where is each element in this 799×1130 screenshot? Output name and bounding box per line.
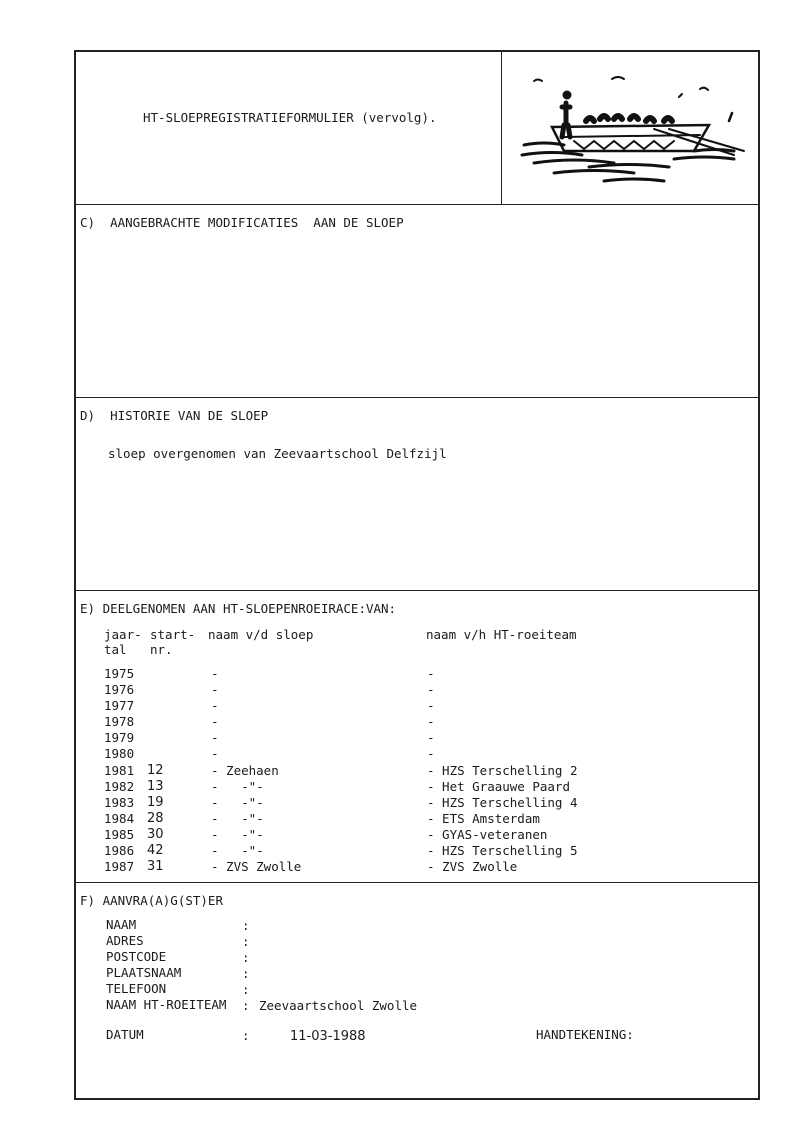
col-team-header: naam v/h HT-roeiteam [426, 627, 577, 642]
cell-year: 1982 [104, 779, 135, 794]
form-frame [74, 50, 760, 1100]
field-colon: : [242, 1028, 250, 1043]
cell-team: - HZS Terschelling 4 [427, 795, 578, 810]
cell-year: 1983 [104, 795, 135, 810]
section-c-heading: C) AANGEBRACHTE MODIFICATIES AAN DE SLOEP [80, 215, 404, 230]
cell-boat: - [211, 682, 219, 697]
divider-f [74, 882, 760, 883]
field-colon: : [242, 998, 250, 1013]
field-label-adres: ADRES [106, 933, 144, 948]
cell-start: 12 [147, 763, 164, 778]
col-year-header-2: tal [104, 642, 127, 657]
field-label-postcode: POSTCODE [106, 949, 167, 964]
cell-team: - GYAS-veteranen [427, 827, 548, 842]
cell-year: 1984 [104, 811, 135, 826]
cell-year: 1985 [104, 827, 135, 842]
col-start-header-2: nr. [150, 642, 173, 657]
cell-team: - [427, 682, 435, 697]
date-label: DATUM [106, 1027, 144, 1042]
cell-team: - HZS Terschelling 5 [427, 843, 578, 858]
col-boat-header: naam v/d sloep [208, 627, 314, 642]
cell-year: 1975 [104, 666, 135, 681]
cell-team: - [427, 698, 435, 713]
cell-year: 1977 [104, 698, 135, 713]
section-f-heading: F) AANVRA(A)G(ST)ER [80, 893, 223, 908]
section-e-heading: E) DEELGENOMEN AAN HT-SLOEPENROEIRACE:VAN: [80, 601, 397, 616]
cell-year: 1979 [104, 730, 135, 745]
cell-team: - [427, 730, 435, 745]
field-label-telefoon: TELEFOON [106, 981, 167, 996]
form-title: HT-SLOEPREGISTRATIEFORMULIER (vervolg). [143, 110, 437, 125]
signature-label: HANDTEKENING: [536, 1027, 634, 1042]
date-value[interactable]: 11-03-1988 [290, 1029, 366, 1044]
cell-start: 19 [147, 795, 164, 810]
cell-year: 1981 [104, 763, 135, 778]
cell-boat: - -"- [211, 795, 264, 810]
section-d-text: sloep overgenomen van Zeevaartschool Delfzijl [108, 446, 447, 461]
cell-start: 28 [147, 811, 164, 826]
cell-start: 31 [147, 859, 164, 874]
field-label-team: NAAM HT-ROEITEAM [106, 997, 227, 1012]
divider-e [74, 590, 760, 591]
cell-team: - [427, 666, 435, 681]
cell-boat: - -"- [211, 811, 264, 826]
section-d-heading: D) HISTORIE VAN DE SLOEP [80, 408, 269, 423]
cell-year: 1976 [104, 682, 135, 697]
cell-team: - HZS Terschelling 2 [427, 763, 578, 778]
cell-boat: - Zeehaen [211, 763, 279, 778]
cell-boat: - [211, 730, 219, 745]
cell-boat: - [211, 714, 219, 729]
cell-year: 1986 [104, 843, 135, 858]
header-divider [501, 50, 502, 205]
cell-start: 42 [147, 843, 164, 858]
rowing-boat-illustration-icon [504, 55, 754, 195]
cell-team: - Het Graauwe Paard [427, 779, 570, 794]
cell-start: 30 [147, 827, 164, 842]
divider-c [74, 204, 760, 205]
field-colon: : [242, 918, 250, 933]
field-colon: : [242, 950, 250, 965]
cell-boat: - -"- [211, 843, 264, 858]
cell-year: 1987 [104, 859, 135, 874]
field-value-team[interactable]: Zeevaartschool Zwolle [259, 998, 418, 1013]
col-start-header-1: start- [150, 627, 196, 642]
field-colon: : [242, 966, 250, 981]
cell-start: 13 [147, 779, 164, 794]
field-colon: : [242, 934, 250, 949]
field-label-naam: NAAM [106, 917, 137, 932]
cell-boat: - -"- [211, 779, 264, 794]
cell-boat: - [211, 666, 219, 681]
cell-boat: - [211, 746, 219, 761]
cell-team: - ETS Amsterdam [427, 811, 540, 826]
cell-team: - [427, 714, 435, 729]
col-year-header-1: jaar- [104, 627, 142, 642]
cell-year: 1978 [104, 714, 135, 729]
cell-team: - ZVS Zwolle [427, 859, 518, 874]
cell-boat: - [211, 698, 219, 713]
cell-year: 1980 [104, 746, 135, 761]
field-label-plaatsnaam: PLAATSNAAM [106, 965, 182, 980]
cell-team: - [427, 746, 435, 761]
field-colon: : [242, 982, 250, 997]
cell-boat: - ZVS Zwolle [211, 859, 302, 874]
cell-boat: - -"- [211, 827, 264, 842]
divider-d [74, 397, 760, 398]
